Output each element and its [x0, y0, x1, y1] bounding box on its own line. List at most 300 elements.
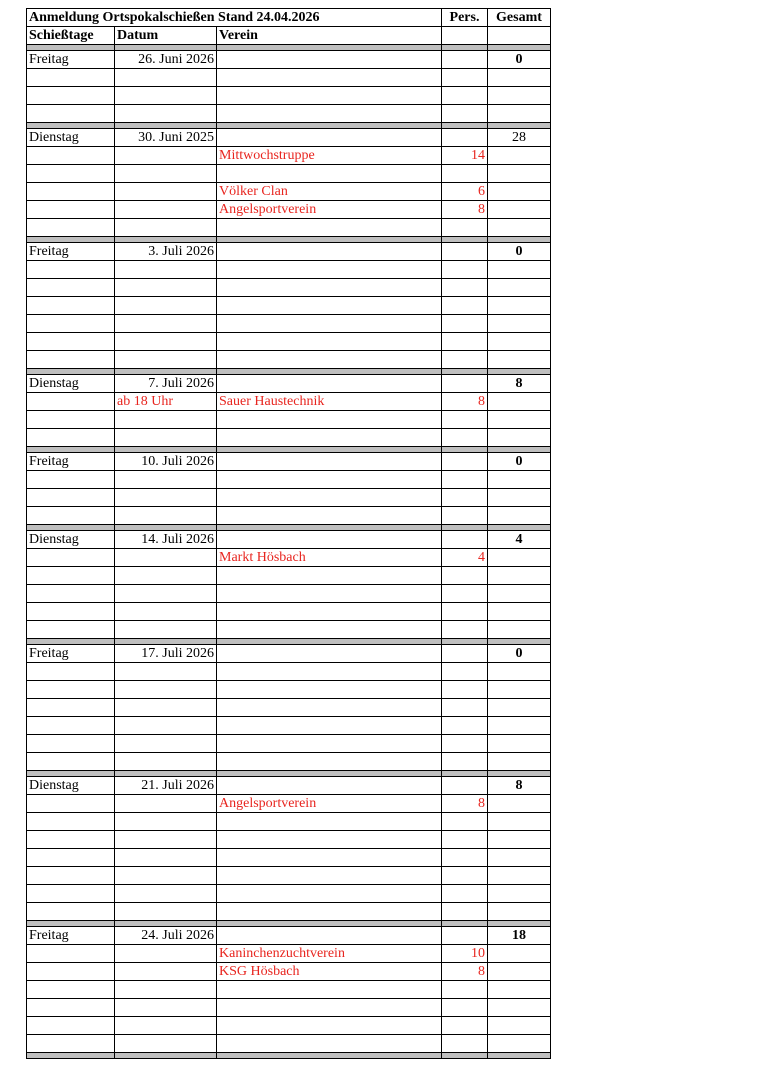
pers-cell [442, 489, 488, 507]
day-date: 21. Juli 2026 [115, 777, 217, 795]
entry-datum [115, 831, 217, 849]
total-cell [488, 183, 551, 201]
total-cell [488, 429, 551, 447]
day-total: 8 [488, 375, 551, 393]
entry-datum [115, 429, 217, 447]
entry-row [27, 69, 551, 87]
entry-datum [115, 489, 217, 507]
day-total: 18 [488, 927, 551, 945]
entry-datum [115, 297, 217, 315]
entry-datum [115, 549, 217, 567]
entry-row [27, 333, 551, 351]
pers-cell [442, 735, 488, 753]
pers-cell [442, 351, 488, 369]
entry-row [27, 87, 551, 105]
entry-datum [115, 735, 217, 753]
total-cell [488, 681, 551, 699]
total-cell [488, 849, 551, 867]
day-separator [27, 1053, 551, 1059]
registration-table [26, 8, 551, 1059]
pers-cell [442, 927, 488, 945]
entry-pers: 8 [442, 963, 488, 981]
pers-cell [442, 585, 488, 603]
entry-datum [115, 147, 217, 165]
pers-cell [442, 243, 488, 261]
day-total: 0 [488, 243, 551, 261]
entry-datum [115, 219, 217, 237]
total-cell [488, 279, 551, 297]
verein-cell [217, 531, 442, 549]
total-cell [488, 1017, 551, 1035]
entry-row [27, 717, 551, 735]
entry-pers: 8 [442, 795, 488, 813]
total-cell [488, 999, 551, 1017]
total-cell [488, 297, 551, 315]
entry-datum [115, 681, 217, 699]
entry-datum [115, 567, 217, 585]
day-cell [27, 663, 115, 681]
verein-cell [217, 507, 442, 525]
total-cell [488, 795, 551, 813]
pers-cell [442, 129, 488, 147]
day-cell [27, 549, 115, 567]
entry-row [27, 603, 551, 621]
day-cell [27, 147, 115, 165]
header-datum: Datum [115, 27, 217, 45]
verein-cell [217, 717, 442, 735]
entry-row [27, 621, 551, 639]
verein-cell [217, 753, 442, 771]
total-cell [488, 567, 551, 585]
entry-row [27, 105, 551, 123]
verein-cell [217, 1017, 442, 1035]
day-row [27, 453, 551, 471]
pers-cell [442, 375, 488, 393]
entry-datum [115, 999, 217, 1017]
day-cell [27, 699, 115, 717]
total-cell [488, 411, 551, 429]
total-cell [488, 219, 551, 237]
day-date: 7. Juli 2026 [115, 375, 217, 393]
total-cell [488, 87, 551, 105]
verein-cell [217, 351, 442, 369]
day-cell [27, 429, 115, 447]
pers-cell [442, 567, 488, 585]
entry-row [27, 813, 551, 831]
entry-row [27, 735, 551, 753]
verein-cell [217, 489, 442, 507]
entry-pers: 14 [442, 147, 488, 165]
total-cell [488, 507, 551, 525]
day-cell [27, 753, 115, 771]
entry-pers: 10 [442, 945, 488, 963]
day-cell [27, 585, 115, 603]
entry-datum [115, 885, 217, 903]
total-cell [488, 903, 551, 921]
pers-cell [442, 105, 488, 123]
entry-datum [115, 981, 217, 999]
entry-row [27, 1035, 551, 1053]
day-name: Freitag [27, 927, 115, 945]
entry-datum [115, 201, 217, 219]
entry-verein: Mittwochstruppe [217, 147, 442, 165]
day-total: 28 [488, 129, 551, 147]
total-cell [488, 1035, 551, 1053]
verein-cell [217, 585, 442, 603]
pers-cell [442, 777, 488, 795]
pers-cell [442, 699, 488, 717]
entry-pers: 6 [442, 183, 488, 201]
total-cell [488, 735, 551, 753]
total-cell [488, 963, 551, 981]
day-cell [27, 69, 115, 87]
entry-row [27, 471, 551, 489]
entry-row [27, 261, 551, 279]
entry-datum: ab 18 Uhr [115, 393, 217, 411]
day-row [27, 645, 551, 663]
total-cell [488, 147, 551, 165]
entry-row [27, 849, 551, 867]
header-pers: Pers. [442, 9, 488, 27]
entry-datum [115, 183, 217, 201]
pers-cell [442, 981, 488, 999]
day-name: Freitag [27, 243, 115, 261]
pers-cell [442, 681, 488, 699]
pers-cell [442, 471, 488, 489]
entry-datum [115, 351, 217, 369]
verein-cell [217, 867, 442, 885]
pers-cell [442, 453, 488, 471]
day-cell [27, 201, 115, 219]
pers-cell [442, 297, 488, 315]
day-cell [27, 831, 115, 849]
total-cell [488, 603, 551, 621]
verein-cell [217, 129, 442, 147]
verein-cell [217, 333, 442, 351]
pers-cell [442, 51, 488, 69]
entry-datum [115, 663, 217, 681]
day-cell [27, 507, 115, 525]
day-row [27, 777, 551, 795]
day-name: Dienstag [27, 531, 115, 549]
day-cell [27, 393, 115, 411]
entry-row [27, 567, 551, 585]
day-total: 8 [488, 777, 551, 795]
day-cell [27, 279, 115, 297]
verein-cell [217, 429, 442, 447]
verein-cell [217, 1035, 442, 1053]
verein-cell [217, 105, 442, 123]
entry-row [27, 393, 551, 411]
entry-datum [115, 165, 217, 183]
total-cell [488, 165, 551, 183]
day-cell [27, 1017, 115, 1035]
pers-cell [442, 999, 488, 1017]
day-cell [27, 903, 115, 921]
entry-row [27, 183, 551, 201]
pers-cell [442, 1017, 488, 1035]
entry-verein: Angelsportverein [217, 201, 442, 219]
day-date: 10. Juli 2026 [115, 453, 217, 471]
entry-row [27, 411, 551, 429]
day-row [27, 129, 551, 147]
day-cell [27, 87, 115, 105]
verein-cell [217, 279, 442, 297]
day-cell [27, 681, 115, 699]
verein-cell [217, 315, 442, 333]
day-date: 3. Juli 2026 [115, 243, 217, 261]
verein-cell [217, 471, 442, 489]
verein-cell [217, 219, 442, 237]
day-cell [27, 603, 115, 621]
entry-row [27, 147, 551, 165]
entry-row [27, 297, 551, 315]
entry-row [27, 165, 551, 183]
total-cell [488, 351, 551, 369]
pers-cell [442, 219, 488, 237]
day-row [27, 927, 551, 945]
total-cell [488, 885, 551, 903]
verein-cell [217, 411, 442, 429]
day-row [27, 531, 551, 549]
total-cell [488, 699, 551, 717]
total-cell [488, 831, 551, 849]
day-cell [27, 351, 115, 369]
entry-datum [115, 699, 217, 717]
verein-cell [217, 663, 442, 681]
day-total: 0 [488, 453, 551, 471]
day-cell [27, 735, 115, 753]
total-cell [488, 945, 551, 963]
entry-datum [115, 945, 217, 963]
day-date: 26. Juni 2026 [115, 51, 217, 69]
entry-datum [115, 279, 217, 297]
verein-cell [217, 165, 442, 183]
entry-row [27, 201, 551, 219]
day-cell [27, 813, 115, 831]
entry-row [27, 507, 551, 525]
header-schiesstage: Schießtage [27, 27, 115, 45]
day-name: Freitag [27, 645, 115, 663]
verein-cell [217, 621, 442, 639]
day-total: 0 [488, 645, 551, 663]
day-cell [27, 219, 115, 237]
verein-cell [217, 831, 442, 849]
entry-datum [115, 867, 217, 885]
verein-cell [217, 981, 442, 999]
entry-row [27, 549, 551, 567]
day-date: 17. Juli 2026 [115, 645, 217, 663]
verein-cell [217, 777, 442, 795]
entry-row [27, 315, 551, 333]
entry-datum [115, 717, 217, 735]
day-cell [27, 999, 115, 1017]
total-cell [488, 549, 551, 567]
entry-row [27, 831, 551, 849]
verein-cell [217, 51, 442, 69]
entry-datum [115, 261, 217, 279]
pers-cell [442, 645, 488, 663]
day-total: 4 [488, 531, 551, 549]
entry-datum [115, 963, 217, 981]
day-cell [27, 411, 115, 429]
entry-datum [115, 585, 217, 603]
entry-row [27, 945, 551, 963]
entry-verein: Sauer Haustechnik [217, 393, 442, 411]
entry-row [27, 663, 551, 681]
pers-cell [442, 429, 488, 447]
entry-row [27, 699, 551, 717]
header-gesamt: Gesamt [488, 9, 551, 27]
day-cell [27, 333, 115, 351]
verein-cell [217, 375, 442, 393]
entry-row [27, 489, 551, 507]
pers-cell [442, 411, 488, 429]
day-cell [27, 945, 115, 963]
verein-cell [217, 69, 442, 87]
verein-cell [217, 849, 442, 867]
entry-pers: 8 [442, 393, 488, 411]
entry-row [27, 681, 551, 699]
entry-datum [115, 753, 217, 771]
day-name: Dienstag [27, 777, 115, 795]
pers-cell [442, 261, 488, 279]
verein-cell [217, 261, 442, 279]
pers-cell [442, 831, 488, 849]
verein-cell [217, 567, 442, 585]
day-total: 0 [488, 51, 551, 69]
entry-datum [115, 471, 217, 489]
day-cell [27, 567, 115, 585]
total-cell [488, 621, 551, 639]
day-row [27, 51, 551, 69]
day-cell [27, 885, 115, 903]
day-cell [27, 1035, 115, 1053]
entry-verein: Angelsportverein [217, 795, 442, 813]
total-cell [488, 663, 551, 681]
pers-cell [442, 903, 488, 921]
entry-row [27, 351, 551, 369]
entry-row [27, 885, 551, 903]
entry-datum [115, 849, 217, 867]
entry-row [27, 279, 551, 297]
entry-verein: Markt Hösbach [217, 549, 442, 567]
entry-row [27, 429, 551, 447]
day-cell [27, 261, 115, 279]
entry-datum [115, 813, 217, 831]
verein-cell [217, 87, 442, 105]
total-cell [488, 585, 551, 603]
title-row [27, 9, 551, 27]
total-cell [488, 867, 551, 885]
entry-datum [115, 603, 217, 621]
entry-verein: Völker Clan [217, 183, 442, 201]
total-cell [488, 813, 551, 831]
verein-cell [217, 735, 442, 753]
total-cell [488, 261, 551, 279]
pers-cell [442, 1035, 488, 1053]
day-cell [27, 963, 115, 981]
total-cell [488, 981, 551, 999]
verein-cell [217, 885, 442, 903]
verein-cell [217, 243, 442, 261]
entry-pers: 8 [442, 201, 488, 219]
pers-cell [442, 279, 488, 297]
pers-cell [442, 507, 488, 525]
verein-cell [217, 927, 442, 945]
entry-row [27, 585, 551, 603]
day-name: Freitag [27, 51, 115, 69]
pers-cell [442, 531, 488, 549]
day-name: Dienstag [27, 129, 115, 147]
entry-datum [115, 795, 217, 813]
total-cell [488, 201, 551, 219]
entry-row [27, 219, 551, 237]
verein-cell [217, 813, 442, 831]
total-cell [488, 717, 551, 735]
day-cell [27, 717, 115, 735]
entry-verein: KSG Hösbach [217, 963, 442, 981]
day-cell [27, 981, 115, 999]
pers-cell [442, 885, 488, 903]
day-cell [27, 489, 115, 507]
entry-row [27, 999, 551, 1017]
entry-datum [115, 69, 217, 87]
entry-datum [115, 1035, 217, 1053]
day-cell [27, 621, 115, 639]
pers-cell [442, 717, 488, 735]
entry-verein: Kaninchenzuchtverein [217, 945, 442, 963]
day-cell [27, 315, 115, 333]
day-cell [27, 183, 115, 201]
column-header-row [27, 27, 551, 45]
entry-datum [115, 411, 217, 429]
total-cell [488, 471, 551, 489]
verein-cell [217, 903, 442, 921]
entry-datum [115, 1017, 217, 1035]
entry-row [27, 903, 551, 921]
pers-cell [442, 663, 488, 681]
verein-cell [217, 297, 442, 315]
pers-cell [442, 813, 488, 831]
total-cell [488, 105, 551, 123]
day-name: Dienstag [27, 375, 115, 393]
entry-row [27, 1017, 551, 1035]
entry-datum [115, 507, 217, 525]
pers-cell [442, 867, 488, 885]
day-date: 24. Juli 2026 [115, 927, 217, 945]
day-cell [27, 165, 115, 183]
entry-datum [115, 87, 217, 105]
day-cell [27, 105, 115, 123]
day-date: 30. Juni 2025 [115, 129, 217, 147]
day-cell [27, 867, 115, 885]
verein-cell [217, 681, 442, 699]
entry-datum [115, 333, 217, 351]
pers-cell [442, 603, 488, 621]
pers-cell [442, 69, 488, 87]
entry-row [27, 867, 551, 885]
total-cell [488, 315, 551, 333]
verein-cell [217, 645, 442, 663]
pers-cell [442, 165, 488, 183]
entry-pers: 4 [442, 549, 488, 567]
total-cell [488, 333, 551, 351]
entry-row [27, 753, 551, 771]
pers-cell [442, 849, 488, 867]
entry-datum [115, 315, 217, 333]
entry-row [27, 795, 551, 813]
